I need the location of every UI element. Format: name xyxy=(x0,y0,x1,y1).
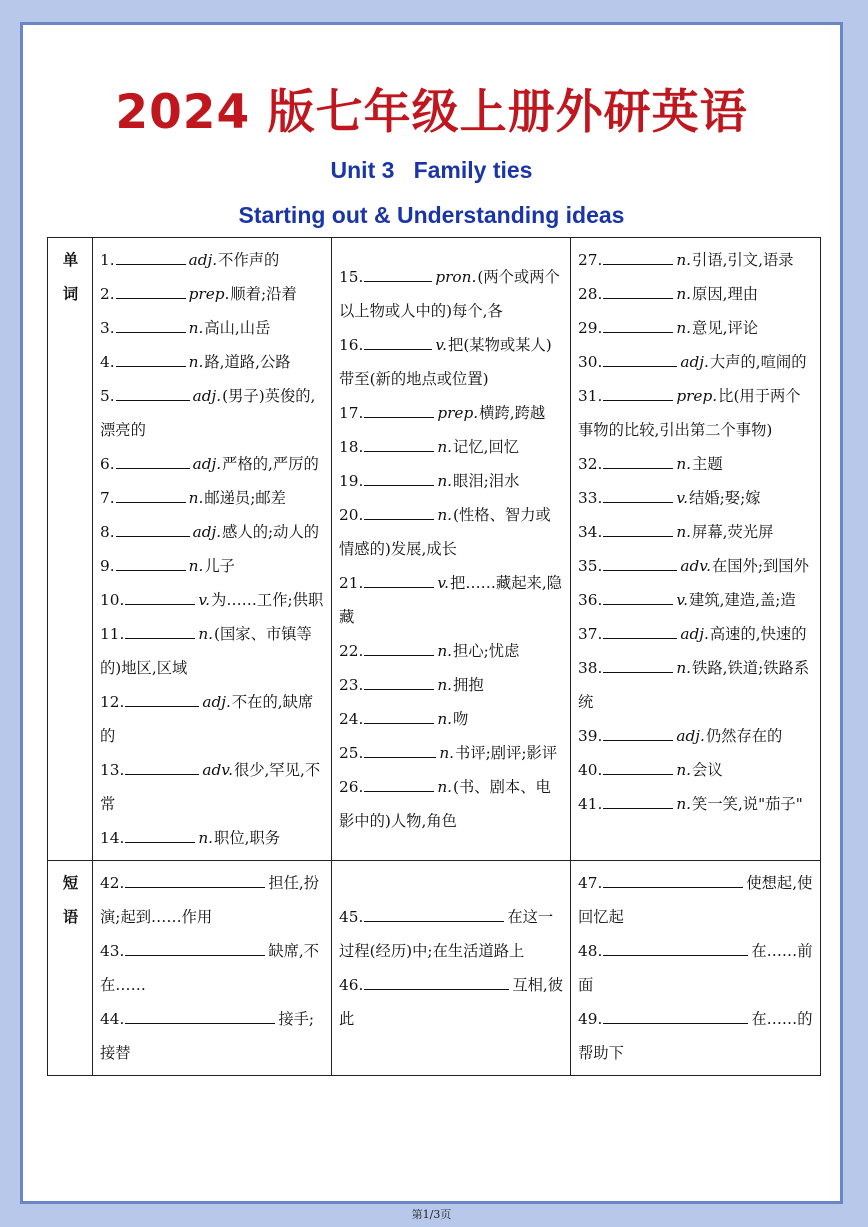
word-item xyxy=(339,634,564,668)
item-number: 33. xyxy=(578,489,603,507)
answer-blank[interactable] xyxy=(603,760,673,775)
word-item xyxy=(100,243,325,277)
item-number: 32. xyxy=(578,455,603,473)
phrases-column-3 xyxy=(571,861,821,1076)
definition: 把(某物或某人)带至(新的地点或位置) xyxy=(339,336,552,388)
answer-blank[interactable] xyxy=(125,760,199,775)
part-of-speech: v. xyxy=(437,574,450,592)
part-of-speech: n. xyxy=(437,676,453,694)
answer-blank[interactable] xyxy=(603,318,673,333)
word-item xyxy=(578,651,814,719)
page-number: 第1/3页 xyxy=(411,1208,452,1221)
definition: 路,道路,公路 xyxy=(204,353,291,371)
item-number: 5. xyxy=(100,387,115,405)
word-item xyxy=(339,396,564,430)
word-item xyxy=(578,515,814,549)
word-item xyxy=(339,566,564,634)
item-number: 26. xyxy=(339,778,364,796)
unit-heading: Unit 3 Family ties xyxy=(330,157,533,183)
part-of-speech: n. xyxy=(676,795,692,813)
part-of-speech: n. xyxy=(437,642,453,660)
definition: (性格、智力或情感的)发展,成长 xyxy=(339,506,551,558)
definition: 仍然存在的 xyxy=(705,727,783,745)
phrases-column-2 xyxy=(332,861,571,1076)
definition: 不作声的 xyxy=(218,251,280,269)
definition: 铁路,铁道;铁路系统 xyxy=(578,659,810,711)
definition: (书、剧本、电影中的)人物,角色 xyxy=(339,778,551,830)
answer-blank[interactable] xyxy=(116,352,186,367)
part-of-speech: prep. xyxy=(676,387,718,405)
answer-blank[interactable] xyxy=(603,1009,748,1024)
word-item xyxy=(100,821,325,855)
item-number: 9. xyxy=(100,557,115,575)
definition: 在这一过程(经历)中;在生活道路上 xyxy=(339,908,554,960)
definition: 职位,职务 xyxy=(214,829,281,847)
word-item xyxy=(339,464,564,498)
definition: 笑一笑,说"茄子" xyxy=(692,795,803,813)
vocabulary-table xyxy=(47,237,821,1076)
part-of-speech: n. xyxy=(188,557,204,575)
item-number: 13. xyxy=(100,761,125,779)
answer-blank[interactable] xyxy=(603,522,673,537)
answer-blank[interactable] xyxy=(116,488,186,503)
answer-blank[interactable] xyxy=(603,794,673,809)
answer-blank[interactable] xyxy=(603,250,673,265)
part-of-speech: n. xyxy=(676,285,692,303)
part-of-speech: n. xyxy=(198,625,214,643)
item-number: 6. xyxy=(100,455,115,473)
item-number: 44. xyxy=(100,1010,125,1028)
part-of-speech: n. xyxy=(437,710,453,728)
definition: 会议 xyxy=(692,761,723,779)
answer-blank[interactable] xyxy=(603,624,677,639)
word-item xyxy=(578,549,814,583)
item-number: 8. xyxy=(100,523,115,541)
answer-blank[interactable] xyxy=(364,573,434,588)
definition: 在国外;到国外 xyxy=(711,557,809,575)
item-number: 25. xyxy=(339,744,364,762)
answer-blank[interactable] xyxy=(125,941,265,956)
definition: 不在的,缺席的 xyxy=(100,693,314,745)
phrase-item xyxy=(100,934,325,1002)
item-number: 36. xyxy=(578,591,603,609)
page-title: 2024 版七年级上册外研英语 xyxy=(115,85,748,140)
phrases-column-1 xyxy=(93,861,332,1076)
item-number: 29. xyxy=(578,319,603,337)
answer-blank[interactable] xyxy=(603,352,677,367)
item-number: 19. xyxy=(339,472,364,490)
part-of-speech: adj. xyxy=(188,251,218,269)
definition: 儿子 xyxy=(204,557,235,575)
word-item xyxy=(100,345,325,379)
part-of-speech: n. xyxy=(188,353,204,371)
item-number: 35. xyxy=(578,557,603,575)
part-of-speech: n. xyxy=(437,472,453,490)
definition: 担心;忧虑 xyxy=(453,642,520,660)
answer-blank[interactable] xyxy=(364,907,504,922)
item-number: 47. xyxy=(578,874,603,892)
item-number: 45. xyxy=(339,908,364,926)
definition: 意见,评论 xyxy=(692,319,759,337)
item-number: 31. xyxy=(578,387,603,405)
item-number: 4. xyxy=(100,353,115,371)
answer-blank[interactable] xyxy=(364,505,434,520)
word-item xyxy=(578,311,814,345)
item-number: 1. xyxy=(100,251,115,269)
definition: 邮递员;邮差 xyxy=(204,489,286,507)
item-number: 49. xyxy=(578,1010,603,1028)
word-item xyxy=(100,753,325,821)
definition: 横跨,跨越 xyxy=(479,404,546,422)
word-item xyxy=(339,498,564,566)
answer-blank[interactable] xyxy=(364,675,434,690)
item-number: 15. xyxy=(339,268,364,286)
word-item xyxy=(578,481,814,515)
item-number: 22. xyxy=(339,642,364,660)
part-of-speech: adj. xyxy=(192,455,222,473)
part-of-speech: n. xyxy=(676,659,692,677)
answer-blank[interactable] xyxy=(603,386,673,401)
definition: 感人的;动人的 xyxy=(222,523,320,541)
item-number: 46. xyxy=(339,976,364,994)
item-number: 34. xyxy=(578,523,603,541)
part-of-speech: n. xyxy=(676,251,692,269)
definition: 眼泪;泪水 xyxy=(453,472,520,490)
item-number: 28. xyxy=(578,285,603,303)
definition: 缺席,不在…… xyxy=(100,942,320,994)
definition: 拥抱 xyxy=(453,676,484,694)
word-item xyxy=(100,549,325,583)
definition: 为……工作;供职 xyxy=(211,591,324,609)
part-of-speech: n. xyxy=(188,319,204,337)
phrase-item xyxy=(100,1002,325,1070)
answer-blank[interactable] xyxy=(603,726,673,741)
answer-blank[interactable] xyxy=(125,590,195,605)
definition: (两个或两个以上物或人中的)每个,各 xyxy=(339,268,560,320)
answer-blank[interactable] xyxy=(116,284,186,299)
definition: 屏幕,荧光屏 xyxy=(692,523,774,541)
definition: 担任,扮演;起到……作用 xyxy=(100,874,320,926)
item-number: 7. xyxy=(100,489,115,507)
words-column-1 xyxy=(93,238,332,861)
answer-blank[interactable] xyxy=(125,624,195,639)
item-number: 17. xyxy=(339,404,364,422)
section-subtitle: Starting out & Understanding ideas xyxy=(238,202,625,228)
answer-blank[interactable] xyxy=(116,250,186,265)
part-of-speech: adj. xyxy=(192,523,222,541)
word-item xyxy=(578,583,814,617)
word-item xyxy=(100,277,325,311)
word-item xyxy=(339,260,564,328)
word-item xyxy=(100,617,325,685)
answer-blank[interactable] xyxy=(116,556,186,571)
answer-blank[interactable] xyxy=(603,873,743,888)
word-item xyxy=(339,736,564,770)
definition: 在……前面 xyxy=(578,942,813,994)
definition: 接手;接替 xyxy=(100,1010,315,1062)
word-item xyxy=(578,787,814,821)
word-item xyxy=(578,719,814,753)
part-of-speech: n. xyxy=(676,761,692,779)
item-number: 40. xyxy=(578,761,603,779)
word-item xyxy=(100,447,325,481)
words-column-2 xyxy=(332,238,571,861)
definition: 引语,引文,语录 xyxy=(692,251,794,269)
definition: 高速的,快速的 xyxy=(709,625,807,643)
definition: 记忆,回忆 xyxy=(453,438,520,456)
definition: (国家、市镇等的)地区,区域 xyxy=(100,625,312,677)
answer-blank[interactable] xyxy=(364,641,434,656)
word-item xyxy=(100,311,325,345)
part-of-speech: n. xyxy=(188,489,204,507)
definition: 很少,罕见,不常 xyxy=(100,761,321,813)
item-number: 20. xyxy=(339,506,364,524)
item-number: 24. xyxy=(339,710,364,728)
part-of-speech: v. xyxy=(676,591,689,609)
part-of-speech: v. xyxy=(198,591,211,609)
phrase-item xyxy=(339,900,564,968)
item-number: 41. xyxy=(578,795,603,813)
phrases-label: 短 语 xyxy=(48,861,93,1076)
answer-blank[interactable] xyxy=(364,267,432,282)
word-item xyxy=(339,668,564,702)
item-number: 18. xyxy=(339,438,364,456)
item-number: 43. xyxy=(100,942,125,960)
answer-blank[interactable] xyxy=(364,335,432,350)
answer-blank[interactable] xyxy=(603,488,673,503)
word-item xyxy=(578,277,814,311)
phrase-item xyxy=(100,866,325,934)
definition: 主题 xyxy=(692,455,723,473)
answer-blank[interactable] xyxy=(364,709,434,724)
answer-blank[interactable] xyxy=(364,975,509,990)
words-column-3 xyxy=(571,238,821,861)
phrase-item xyxy=(339,968,564,1036)
part-of-speech: n. xyxy=(676,455,692,473)
definition: 原因,理由 xyxy=(692,285,759,303)
phrase-item xyxy=(578,866,814,934)
part-of-speech: n. xyxy=(676,319,692,337)
answer-blank[interactable] xyxy=(364,777,434,792)
item-number: 48. xyxy=(578,942,603,960)
word-item xyxy=(339,770,564,838)
part-of-speech: n. xyxy=(437,438,453,456)
item-number: 10. xyxy=(100,591,125,609)
part-of-speech: n. xyxy=(439,744,455,762)
definition: 互相,彼此 xyxy=(339,976,564,1028)
phrase-item xyxy=(578,1002,814,1070)
phrase-item xyxy=(578,934,814,1002)
answer-blank[interactable] xyxy=(603,556,677,571)
answer-blank[interactable] xyxy=(116,318,186,333)
word-item xyxy=(339,430,564,464)
item-number: 27. xyxy=(578,251,603,269)
word-item xyxy=(339,702,564,736)
answer-blank[interactable] xyxy=(116,522,190,537)
answer-blank[interactable] xyxy=(603,941,748,956)
definition: 在……的帮助下 xyxy=(578,1010,813,1062)
word-item xyxy=(578,753,814,787)
part-of-speech: n. xyxy=(437,778,453,796)
definition: 把……藏起来,隐藏 xyxy=(339,574,562,626)
word-item xyxy=(578,345,814,379)
part-of-speech: v. xyxy=(676,489,689,507)
word-item xyxy=(578,379,814,447)
answer-blank[interactable] xyxy=(125,828,195,843)
definition: 比(用于两个事物的比较,引出第二个事物) xyxy=(578,387,801,439)
part-of-speech: pron. xyxy=(435,268,477,286)
answer-blank[interactable] xyxy=(603,658,673,673)
item-number: 23. xyxy=(339,676,364,694)
answer-blank[interactable] xyxy=(364,403,434,418)
definition: 书评;剧评;影评 xyxy=(455,744,558,762)
item-number: 2. xyxy=(100,285,115,303)
definition: 结婚;娶;嫁 xyxy=(689,489,761,507)
word-item xyxy=(339,328,564,396)
word-item xyxy=(100,379,325,447)
part-of-speech: n. xyxy=(437,506,453,524)
part-of-speech: v. xyxy=(435,336,448,354)
worksheet-page xyxy=(20,22,843,1221)
word-item xyxy=(100,685,325,753)
part-of-speech: adj. xyxy=(680,353,709,371)
part-of-speech: adj. xyxy=(676,727,705,745)
answer-blank[interactable] xyxy=(364,471,434,486)
answer-blank[interactable] xyxy=(125,873,265,888)
part-of-speech: prep. xyxy=(437,404,479,422)
answer-blank[interactable] xyxy=(125,1009,275,1024)
word-item xyxy=(578,243,814,277)
item-number: 16. xyxy=(339,336,364,354)
word-item xyxy=(100,481,325,515)
words-label: 单 词 xyxy=(48,238,93,861)
part-of-speech: adj. xyxy=(202,693,231,711)
definition: 严格的,严厉的 xyxy=(222,455,319,473)
item-number: 14. xyxy=(100,829,125,847)
word-item xyxy=(578,447,814,481)
item-number: 30. xyxy=(578,353,603,371)
definition: (男子)英俊的,漂亮的 xyxy=(100,387,316,439)
answer-blank[interactable] xyxy=(603,590,673,605)
item-number: 12. xyxy=(100,693,125,711)
word-item xyxy=(578,617,814,651)
definition: 吻 xyxy=(453,710,469,728)
phrases-row xyxy=(48,861,821,1076)
word-item xyxy=(100,515,325,549)
word-item xyxy=(100,583,325,617)
part-of-speech: prep. xyxy=(188,285,230,303)
answer-blank[interactable] xyxy=(364,437,434,452)
definition: 顺着;沿着 xyxy=(230,285,297,303)
item-number: 38. xyxy=(578,659,603,677)
item-number: 39. xyxy=(578,727,603,745)
item-number: 21. xyxy=(339,574,364,592)
item-number: 42. xyxy=(100,874,125,892)
part-of-speech: n. xyxy=(676,523,692,541)
answer-blank[interactable] xyxy=(603,284,673,299)
part-of-speech: adj. xyxy=(680,625,709,643)
part-of-speech: adj. xyxy=(192,387,222,405)
answer-blank[interactable] xyxy=(116,454,190,469)
words-row xyxy=(48,238,821,861)
item-number: 11. xyxy=(100,625,125,643)
part-of-speech: adv. xyxy=(202,761,233,779)
answer-blank[interactable] xyxy=(364,743,436,758)
definition: 使想起,使回忆起 xyxy=(578,874,813,926)
definition: 大声的,喧闹的 xyxy=(709,353,807,371)
definition: 高山,山岳 xyxy=(204,319,271,337)
item-number: 37. xyxy=(578,625,603,643)
definition: 建筑,建造,盖;造 xyxy=(689,591,796,609)
part-of-speech: adv. xyxy=(680,557,711,575)
item-number: 3. xyxy=(100,319,115,337)
part-of-speech: n. xyxy=(198,829,214,847)
answer-blank[interactable] xyxy=(125,692,199,707)
answer-blank[interactable] xyxy=(116,386,190,401)
answer-blank[interactable] xyxy=(603,454,673,469)
